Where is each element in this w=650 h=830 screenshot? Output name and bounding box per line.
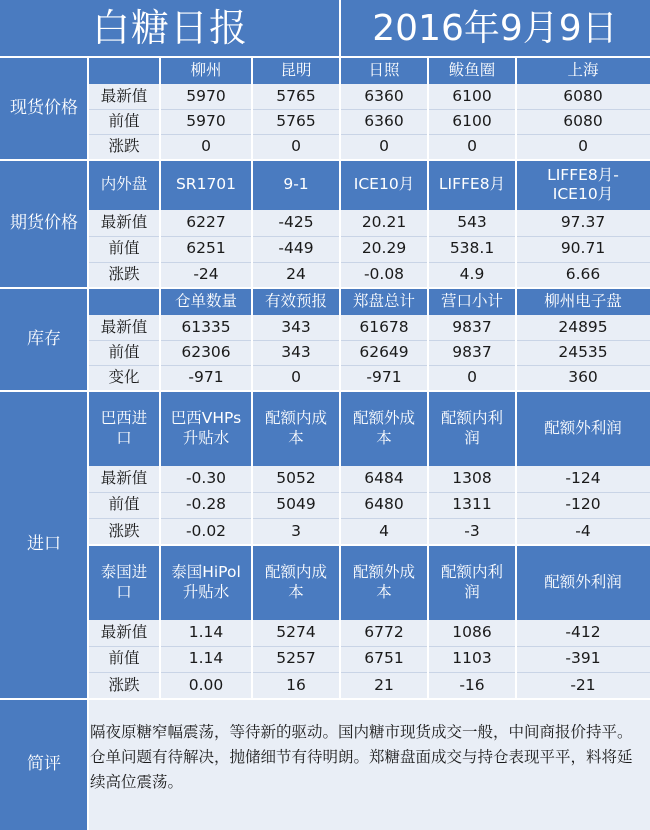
brazil-col: 配额内成本 bbox=[264, 409, 327, 447]
stock-cell: -971 bbox=[366, 368, 402, 387]
futures-cell: -24 bbox=[193, 265, 219, 284]
thai-cell: 16 bbox=[286, 675, 306, 694]
futures-row-label: 涨跌 bbox=[108, 265, 140, 284]
futures-cell: 6251 bbox=[186, 239, 226, 258]
futures-cell: 6227 bbox=[186, 213, 226, 232]
thai-cell: -412 bbox=[565, 623, 601, 642]
stock-cell: 24535 bbox=[558, 342, 608, 361]
section-stock-label: 库存 bbox=[0, 288, 88, 391]
spot-cell: 5970 bbox=[186, 86, 226, 105]
thai-col: 泰国HiPol升贴水 bbox=[171, 563, 241, 601]
spot-col-shanghai: 上海 bbox=[567, 60, 599, 79]
spot-cell: 5765 bbox=[276, 86, 316, 105]
stock-col: 仓单数量 bbox=[174, 291, 237, 310]
thai-cell: 5257 bbox=[276, 649, 316, 668]
brazil-cell: -0.30 bbox=[185, 469, 227, 488]
thai-cell: 21 bbox=[374, 675, 394, 694]
stock-row-label: 最新值 bbox=[100, 317, 148, 336]
stock-col: 郑盘总计 bbox=[352, 291, 415, 310]
thai-cell: 1086 bbox=[452, 623, 492, 642]
futures-cell: 20.29 bbox=[361, 239, 407, 258]
thai-cell: 1103 bbox=[452, 649, 492, 668]
thai-col: 配额外成本 bbox=[352, 563, 415, 601]
spot-cell: 6100 bbox=[452, 86, 492, 105]
brazil-cell: -120 bbox=[565, 495, 601, 514]
spot-cell: 0 bbox=[379, 137, 389, 156]
brazil-col: 配额外利润 bbox=[544, 418, 622, 437]
brazil-cell: -0.02 bbox=[185, 521, 227, 540]
futures-cell: 97.37 bbox=[560, 213, 606, 232]
brazil-cell: -4 bbox=[575, 521, 591, 540]
stock-cell: 360 bbox=[568, 368, 598, 387]
futures-cell: 538.1 bbox=[449, 239, 495, 258]
futures-row-label: 前值 bbox=[108, 239, 140, 258]
futures-cell: -449 bbox=[278, 239, 314, 258]
spot-cell: 6360 bbox=[364, 86, 404, 105]
stock-cell: 343 bbox=[281, 342, 311, 361]
spot-cell: 0 bbox=[467, 137, 477, 156]
futures-cell: 24 bbox=[286, 265, 306, 284]
stock-row-label: 变化 bbox=[108, 368, 140, 387]
brazil-cell: -0.28 bbox=[185, 495, 227, 514]
stock-cell: 61335 bbox=[181, 317, 231, 336]
spot-cell: 5970 bbox=[186, 111, 226, 130]
thai-cell: 6772 bbox=[364, 623, 404, 642]
thai-row-label: 前值 bbox=[108, 649, 140, 668]
brazil-cell: -124 bbox=[565, 469, 601, 488]
stock-cell: 0 bbox=[291, 368, 301, 387]
stock-cell: 62649 bbox=[359, 342, 409, 361]
spot-cell: 5765 bbox=[276, 111, 316, 130]
brazil-cell: -3 bbox=[464, 521, 480, 540]
section-import-label: 进口 bbox=[0, 391, 88, 699]
spot-cell: 0 bbox=[201, 137, 211, 156]
brazil-row-label: 涨跌 bbox=[108, 521, 140, 540]
spot-cell: 6100 bbox=[452, 111, 492, 130]
thai-col: 配额内成本 bbox=[264, 563, 327, 601]
section-futures-label: 期货价格 bbox=[0, 160, 88, 288]
futures-col: LIFFE8月 bbox=[438, 175, 506, 194]
stock-cell: 343 bbox=[281, 317, 311, 336]
brazil-col: 配额外成本 bbox=[352, 409, 415, 447]
futures-cell: 6.66 bbox=[565, 265, 601, 284]
stock-cell: 9837 bbox=[452, 342, 492, 361]
thai-cell: -391 bbox=[565, 649, 601, 668]
futures-cell: 20.21 bbox=[361, 213, 407, 232]
brazil-cell: 4 bbox=[379, 521, 389, 540]
spot-cell: 6080 bbox=[563, 86, 603, 105]
brazil-cell: 5049 bbox=[276, 495, 316, 514]
stock-cell: 0 bbox=[467, 368, 477, 387]
spot-cell: 6360 bbox=[364, 111, 404, 130]
stock-row-label: 前值 bbox=[108, 342, 140, 361]
stock-col: 营口小计 bbox=[440, 291, 503, 310]
futures-col-label: 内外盘 bbox=[100, 175, 148, 194]
futures-row-label: 最新值 bbox=[100, 213, 148, 232]
thai-row-label: 最新值 bbox=[100, 623, 148, 642]
stock-cell: 9837 bbox=[452, 317, 492, 336]
spot-col-rizhao: 日照 bbox=[368, 60, 400, 79]
thai-row-label: 涨跌 bbox=[108, 675, 140, 694]
brazil-cell: 3 bbox=[291, 521, 301, 540]
spot-cell: 0 bbox=[291, 137, 301, 156]
brazil-cell: 6480 bbox=[364, 495, 404, 514]
stock-cell: 61678 bbox=[359, 317, 409, 336]
report-date: 2016年9月9日 bbox=[340, 0, 650, 57]
spot-row-label: 涨跌 bbox=[108, 137, 140, 156]
thai-cell: 1.14 bbox=[188, 623, 224, 642]
futures-cell: -425 bbox=[278, 213, 314, 232]
thai-cell: 1.14 bbox=[188, 649, 224, 668]
spot-col-kunming: 昆明 bbox=[280, 60, 312, 79]
thai-cell: -16 bbox=[459, 675, 485, 694]
section-spot-label: 现货价格 bbox=[0, 57, 88, 160]
thai-cell: -21 bbox=[570, 675, 596, 694]
futures-col: 9-1 bbox=[283, 175, 309, 194]
futures-col: LIFFE8月-ICE10月 bbox=[547, 165, 619, 203]
spot-col-liuzhou: 柳州 bbox=[190, 60, 222, 79]
spot-row-label: 前值 bbox=[108, 111, 140, 130]
spot-cell: 0 bbox=[578, 137, 588, 156]
brazil-col-label: 巴西进口 bbox=[100, 409, 148, 447]
spot-col-bayuquan: 鲅鱼圈 bbox=[448, 60, 496, 79]
stock-cell: -971 bbox=[188, 368, 224, 387]
futures-cell: 543 bbox=[457, 213, 487, 232]
futures-cell: 4.9 bbox=[459, 265, 485, 284]
spot-row-label: 最新值 bbox=[100, 86, 148, 105]
brazil-cell: 6484 bbox=[364, 469, 404, 488]
stock-col: 有效预报 bbox=[264, 291, 327, 310]
brazil-col: 配额内利润 bbox=[440, 409, 503, 447]
spot-cell: 6080 bbox=[563, 111, 603, 130]
brazil-cell: 5052 bbox=[276, 469, 316, 488]
futures-col: SR1701 bbox=[175, 175, 237, 194]
brazil-row-label: 前值 bbox=[108, 495, 140, 514]
review-text: 隔夜原糖窄幅震荡，等待新的驱动。国内糖市现货成交一般，中间商报价持平。仓单问题有待解决，抛储细节有待明朗。郑糖盘面成交与持仓表现平平，料将延续高位震荡。 bbox=[90, 723, 633, 791]
stock-col: 柳州电子盘 bbox=[544, 291, 622, 310]
futures-cell: 90.71 bbox=[560, 239, 606, 258]
thai-col: 配额外利润 bbox=[544, 572, 622, 591]
brazil-row-label: 最新值 bbox=[100, 469, 148, 488]
section-review-label: 简评 bbox=[0, 699, 88, 830]
stock-cell: 62306 bbox=[181, 342, 231, 361]
stock-cell: 24895 bbox=[558, 317, 608, 336]
thai-cell: 5274 bbox=[276, 623, 316, 642]
brazil-col: 巴西VHPs升贴水 bbox=[170, 409, 242, 447]
futures-cell: -0.08 bbox=[363, 265, 405, 284]
report-title: 白糖日报 bbox=[0, 0, 340, 57]
thai-cell: 0.00 bbox=[188, 675, 224, 694]
brazil-cell: 1311 bbox=[452, 495, 492, 514]
brazil-cell: 1308 bbox=[452, 469, 492, 488]
futures-col: ICE10月 bbox=[353, 175, 415, 194]
thai-col-label: 泰国进口 bbox=[100, 563, 148, 601]
thai-cell: 6751 bbox=[364, 649, 404, 668]
thai-col: 配额内利润 bbox=[440, 563, 503, 601]
